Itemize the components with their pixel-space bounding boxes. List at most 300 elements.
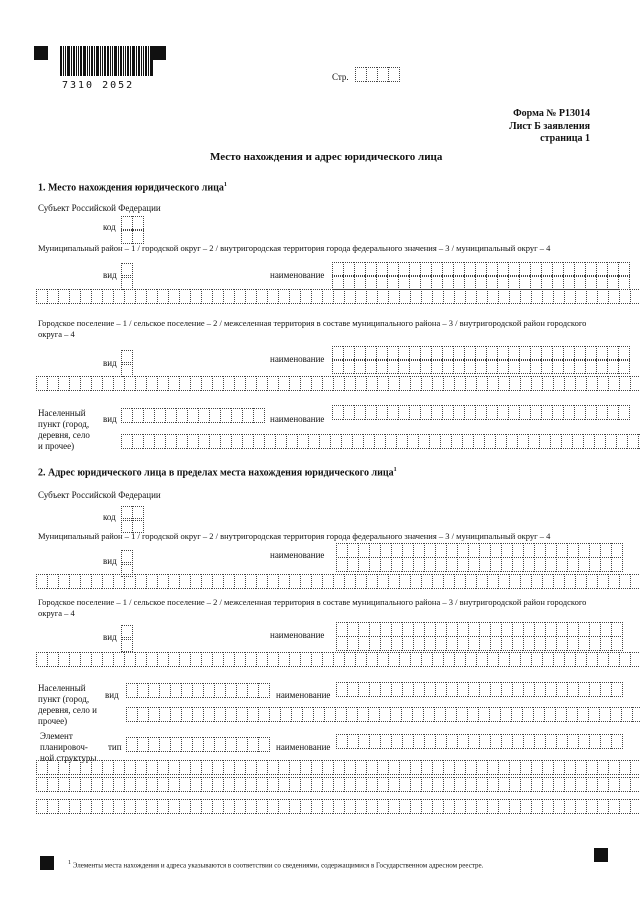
character-cell[interactable] — [69, 289, 80, 304]
character-cell[interactable] — [388, 376, 399, 391]
character-cell[interactable] — [388, 289, 399, 304]
character-cell[interactable] — [80, 289, 91, 304]
character-cell[interactable] — [402, 734, 413, 749]
character-cell[interactable] — [135, 652, 146, 667]
character-cell[interactable] — [387, 405, 398, 420]
character-cell[interactable] — [600, 557, 611, 572]
character-cell[interactable] — [236, 737, 247, 752]
character-cell[interactable] — [553, 799, 564, 814]
character-cell[interactable] — [523, 682, 534, 697]
character-cell[interactable] — [143, 434, 154, 449]
character-cell[interactable] — [630, 289, 640, 304]
character-cell[interactable] — [297, 434, 308, 449]
character-cell[interactable] — [512, 734, 523, 749]
character-cell[interactable] — [421, 760, 432, 775]
character-cell[interactable] — [391, 622, 402, 637]
character-cell[interactable] — [347, 734, 358, 749]
character-cell[interactable] — [91, 799, 102, 814]
character-cell[interactable] — [190, 289, 201, 304]
character-cell[interactable] — [534, 636, 545, 651]
character-cell[interactable] — [487, 376, 498, 391]
character-cell[interactable] — [289, 376, 300, 391]
character-cell[interactable] — [300, 376, 311, 391]
character-cell[interactable] — [443, 799, 454, 814]
character-cell[interactable] — [424, 734, 435, 749]
character-cell[interactable] — [390, 707, 401, 722]
character-cell[interactable] — [423, 707, 434, 722]
character-cell[interactable] — [556, 636, 567, 651]
character-cell[interactable] — [148, 737, 159, 752]
character-cell[interactable] — [143, 408, 154, 423]
character-cell[interactable] — [192, 707, 203, 722]
character-cell[interactable] — [484, 434, 495, 449]
character-cell[interactable] — [608, 376, 619, 391]
character-cell[interactable] — [203, 683, 214, 698]
character-cell[interactable] — [47, 376, 58, 391]
character-cell[interactable] — [566, 707, 577, 722]
character-cell[interactable] — [465, 289, 476, 304]
character-cell[interactable] — [181, 707, 192, 722]
character-cell[interactable] — [336, 622, 347, 637]
character-cell[interactable] — [247, 707, 258, 722]
character-cell[interactable] — [176, 434, 187, 449]
character-cell[interactable] — [446, 682, 457, 697]
character-cell[interactable] — [607, 359, 618, 374]
character-cell[interactable] — [322, 799, 333, 814]
character-cell[interactable] — [457, 636, 468, 651]
character-cell[interactable] — [311, 289, 322, 304]
character-cell[interactable] — [517, 434, 528, 449]
character-cell[interactable] — [190, 799, 201, 814]
character-cell[interactable] — [387, 359, 398, 374]
character-cell[interactable] — [605, 434, 616, 449]
character-cell[interactable] — [47, 289, 58, 304]
character-cell[interactable] — [190, 376, 201, 391]
character-cell[interactable] — [564, 799, 575, 814]
character-cell[interactable] — [478, 707, 489, 722]
character-cell[interactable] — [608, 799, 619, 814]
character-cell[interactable] — [380, 682, 391, 697]
character-cell[interactable] — [146, 799, 157, 814]
character-cell[interactable] — [578, 557, 589, 572]
character-cell[interactable] — [157, 760, 168, 775]
character-cell[interactable] — [121, 434, 132, 449]
character-cell[interactable] — [608, 760, 619, 775]
character-cell[interactable] — [421, 652, 432, 667]
character-cell[interactable] — [234, 574, 245, 589]
character-cell[interactable] — [234, 289, 245, 304]
character-cell[interactable] — [545, 543, 556, 558]
character-cell[interactable] — [512, 622, 523, 637]
character-cell[interactable] — [409, 405, 420, 420]
character-cell[interactable] — [278, 760, 289, 775]
character-cell[interactable] — [385, 434, 396, 449]
character-cell[interactable] — [421, 777, 432, 792]
character-cell[interactable] — [418, 434, 429, 449]
character-cell[interactable] — [479, 622, 490, 637]
character-cell[interactable] — [91, 574, 102, 589]
character-cell[interactable] — [148, 707, 159, 722]
character-cell[interactable] — [357, 707, 368, 722]
character-cell[interactable] — [336, 734, 347, 749]
character-cell[interactable] — [80, 760, 91, 775]
character-cell[interactable] — [159, 683, 170, 698]
character-cell[interactable] — [453, 405, 464, 420]
character-cell[interactable] — [586, 760, 597, 775]
section2-planning-name-field-2[interactable] — [36, 760, 640, 775]
character-cell[interactable] — [611, 734, 623, 749]
character-cell[interactable] — [278, 289, 289, 304]
character-cell[interactable] — [402, 543, 413, 558]
character-cell[interactable] — [479, 734, 490, 749]
character-cell[interactable] — [333, 376, 344, 391]
character-cell[interactable] — [486, 405, 497, 420]
character-cell[interactable] — [358, 543, 369, 558]
character-cell[interactable] — [520, 376, 531, 391]
character-cell[interactable] — [611, 636, 623, 651]
character-cell[interactable] — [454, 652, 465, 667]
character-cell[interactable] — [476, 652, 487, 667]
character-cell[interactable] — [553, 289, 564, 304]
character-cell[interactable] — [311, 799, 322, 814]
character-cell[interactable] — [501, 636, 512, 651]
section2-locality-name-field[interactable] — [336, 682, 623, 697]
character-cell[interactable] — [336, 543, 347, 558]
character-cell[interactable] — [247, 683, 258, 698]
character-cell[interactable] — [600, 682, 611, 697]
character-cell[interactable] — [212, 574, 223, 589]
character-cell[interactable] — [369, 682, 380, 697]
character-cell[interactable] — [424, 682, 435, 697]
character-cell[interactable] — [586, 574, 597, 589]
character-cell[interactable] — [203, 737, 214, 752]
character-cell[interactable] — [198, 408, 209, 423]
character-cell[interactable] — [586, 799, 597, 814]
character-cell[interactable] — [258, 707, 269, 722]
character-cell[interactable] — [578, 622, 589, 637]
character-cell[interactable] — [611, 682, 623, 697]
character-cell[interactable] — [388, 799, 399, 814]
character-cell[interactable] — [322, 376, 333, 391]
character-cell[interactable] — [291, 707, 302, 722]
character-cell[interactable] — [148, 683, 159, 698]
character-cell[interactable] — [289, 777, 300, 792]
character-cell[interactable] — [322, 652, 333, 667]
character-cell[interactable] — [534, 622, 545, 637]
character-cell[interactable] — [567, 622, 578, 637]
character-cell[interactable] — [333, 777, 344, 792]
character-cell[interactable] — [589, 682, 600, 697]
character-cell[interactable] — [69, 376, 80, 391]
character-cell[interactable] — [410, 376, 421, 391]
character-cell[interactable] — [556, 734, 567, 749]
character-cell[interactable] — [468, 636, 479, 651]
character-cell[interactable] — [192, 683, 203, 698]
character-cell[interactable] — [410, 574, 421, 589]
character-cell[interactable] — [607, 405, 618, 420]
character-cell[interactable] — [176, 408, 187, 423]
character-cell[interactable] — [91, 777, 102, 792]
character-cell[interactable] — [619, 289, 630, 304]
character-cell[interactable] — [454, 760, 465, 775]
character-cell[interactable] — [432, 376, 443, 391]
character-cell[interactable] — [355, 289, 366, 304]
character-cell[interactable] — [431, 275, 442, 290]
character-cell[interactable] — [586, 652, 597, 667]
character-cell[interactable] — [344, 760, 355, 775]
character-cell[interactable] — [413, 734, 424, 749]
character-cell[interactable] — [80, 652, 91, 667]
character-cell[interactable] — [388, 67, 400, 82]
character-cell[interactable] — [468, 543, 479, 558]
character-cell[interactable] — [453, 359, 464, 374]
character-cell[interactable] — [322, 289, 333, 304]
character-cell[interactable] — [498, 652, 509, 667]
character-cell[interactable] — [256, 777, 267, 792]
character-cell[interactable] — [498, 376, 509, 391]
character-cell[interactable] — [402, 636, 413, 651]
character-cell[interactable] — [456, 707, 467, 722]
character-cell[interactable] — [157, 574, 168, 589]
character-cell[interactable] — [533, 707, 544, 722]
character-cell[interactable] — [369, 734, 380, 749]
character-cell[interactable] — [344, 799, 355, 814]
character-cell[interactable] — [476, 289, 487, 304]
character-cell[interactable] — [578, 543, 589, 558]
character-cell[interactable] — [509, 574, 520, 589]
character-cell[interactable] — [124, 777, 135, 792]
character-cell[interactable] — [300, 289, 311, 304]
character-cell[interactable] — [556, 622, 567, 637]
character-cell[interactable] — [630, 574, 640, 589]
character-cell[interactable] — [322, 777, 333, 792]
character-cell[interactable] — [618, 275, 630, 290]
character-cell[interactable] — [300, 760, 311, 775]
character-cell[interactable] — [245, 799, 256, 814]
character-cell[interactable] — [498, 574, 509, 589]
character-cell[interactable] — [446, 557, 457, 572]
character-cell[interactable] — [523, 622, 534, 637]
character-cell[interactable] — [407, 434, 418, 449]
character-cell[interactable] — [530, 405, 541, 420]
character-cell[interactable] — [124, 760, 135, 775]
character-cell[interactable] — [500, 707, 511, 722]
character-cell[interactable] — [443, 574, 454, 589]
character-cell[interactable] — [234, 760, 245, 775]
character-cell[interactable] — [575, 760, 586, 775]
character-cell[interactable] — [47, 652, 58, 667]
character-cell[interactable] — [410, 799, 421, 814]
character-cell[interactable] — [366, 574, 377, 589]
character-cell[interactable] — [58, 760, 69, 775]
character-cell[interactable] — [369, 622, 380, 637]
character-cell[interactable] — [454, 289, 465, 304]
character-cell[interactable] — [146, 777, 157, 792]
character-cell[interactable] — [102, 799, 113, 814]
character-cell[interactable] — [280, 707, 291, 722]
character-cell[interactable] — [369, 557, 380, 572]
character-cell[interactable] — [445, 707, 456, 722]
character-cell[interactable] — [544, 707, 555, 722]
character-cell[interactable] — [479, 543, 490, 558]
section2-locality-name-field-2[interactable] — [126, 707, 640, 722]
character-cell[interactable] — [465, 376, 476, 391]
character-cell[interactable] — [443, 760, 454, 775]
character-cell[interactable] — [489, 707, 500, 722]
character-cell[interactable] — [187, 434, 198, 449]
character-cell[interactable] — [225, 707, 236, 722]
character-cell[interactable] — [256, 376, 267, 391]
character-cell[interactable] — [399, 760, 410, 775]
character-cell[interactable] — [366, 289, 377, 304]
character-cell[interactable] — [561, 434, 572, 449]
character-cell[interactable] — [203, 707, 214, 722]
character-cell[interactable] — [465, 760, 476, 775]
character-cell[interactable] — [443, 289, 454, 304]
character-cell[interactable] — [264, 434, 275, 449]
character-cell[interactable] — [476, 799, 487, 814]
character-cell[interactable] — [179, 777, 190, 792]
character-cell[interactable] — [58, 777, 69, 792]
character-cell[interactable] — [36, 574, 47, 589]
character-cell[interactable] — [332, 359, 343, 374]
character-cell[interactable] — [619, 760, 630, 775]
character-cell[interactable] — [586, 376, 597, 391]
character-cell[interactable] — [256, 799, 267, 814]
character-cell[interactable] — [223, 799, 234, 814]
character-cell[interactable] — [429, 434, 440, 449]
character-cell[interactable] — [225, 683, 236, 698]
character-cell[interactable] — [577, 707, 588, 722]
character-cell[interactable] — [490, 734, 501, 749]
character-cell[interactable] — [454, 799, 465, 814]
character-cell[interactable] — [421, 289, 432, 304]
character-cell[interactable] — [170, 683, 181, 698]
character-cell[interactable] — [278, 376, 289, 391]
character-cell[interactable] — [402, 682, 413, 697]
character-cell[interactable] — [473, 434, 484, 449]
character-cell[interactable] — [575, 574, 586, 589]
character-cell[interactable] — [236, 707, 247, 722]
character-cell[interactable] — [91, 289, 102, 304]
character-cell[interactable] — [126, 683, 137, 698]
character-cell[interactable] — [575, 777, 586, 792]
character-cell[interactable] — [531, 777, 542, 792]
character-cell[interactable] — [391, 543, 402, 558]
character-cell[interactable] — [563, 405, 574, 420]
character-cell[interactable] — [468, 622, 479, 637]
character-cell[interactable] — [376, 275, 387, 290]
character-cell[interactable] — [135, 760, 146, 775]
character-cell[interactable] — [168, 289, 179, 304]
character-cell[interactable] — [495, 434, 506, 449]
character-cell[interactable] — [181, 737, 192, 752]
character-cell[interactable] — [300, 574, 311, 589]
character-cell[interactable] — [545, 622, 556, 637]
character-cell[interactable] — [487, 777, 498, 792]
character-cell[interactable] — [347, 557, 358, 572]
character-cell[interactable] — [519, 405, 530, 420]
character-cell[interactable] — [476, 574, 487, 589]
character-cell[interactable] — [597, 574, 608, 589]
character-cell[interactable] — [253, 408, 265, 423]
character-cell[interactable] — [402, 557, 413, 572]
character-cell[interactable] — [501, 622, 512, 637]
character-cell[interactable] — [542, 289, 553, 304]
character-cell[interactable] — [490, 636, 501, 651]
character-cell[interactable] — [267, 376, 278, 391]
character-cell[interactable] — [487, 799, 498, 814]
character-cell[interactable] — [454, 777, 465, 792]
character-cell[interactable] — [157, 799, 168, 814]
character-cell[interactable] — [380, 622, 391, 637]
character-cell[interactable] — [600, 622, 611, 637]
character-cell[interactable] — [531, 652, 542, 667]
character-cell[interactable] — [556, 557, 567, 572]
character-cell[interactable] — [550, 434, 561, 449]
character-cell[interactable] — [121, 229, 132, 244]
character-cell[interactable] — [388, 574, 399, 589]
character-cell[interactable] — [599, 707, 610, 722]
character-cell[interactable] — [168, 574, 179, 589]
character-cell[interactable] — [113, 799, 124, 814]
character-cell[interactable] — [630, 376, 640, 391]
character-cell[interactable] — [512, 636, 523, 651]
character-cell[interactable] — [311, 760, 322, 775]
character-cell[interactable] — [201, 289, 212, 304]
character-cell[interactable] — [220, 408, 231, 423]
character-cell[interactable] — [168, 376, 179, 391]
character-cell[interactable] — [465, 777, 476, 792]
character-cell[interactable] — [336, 636, 347, 651]
page-number-field[interactable] — [355, 67, 400, 82]
character-cell[interactable] — [616, 434, 627, 449]
character-cell[interactable] — [409, 359, 420, 374]
character-cell[interactable] — [269, 707, 280, 722]
character-cell[interactable] — [47, 799, 58, 814]
character-cell[interactable] — [256, 760, 267, 775]
character-cell[interactable] — [157, 652, 168, 667]
character-cell[interactable] — [443, 777, 454, 792]
character-cell[interactable] — [124, 799, 135, 814]
character-cell[interactable] — [597, 376, 608, 391]
character-cell[interactable] — [575, 799, 586, 814]
character-cell[interactable] — [126, 737, 137, 752]
character-cell[interactable] — [545, 557, 556, 572]
character-cell[interactable] — [347, 682, 358, 697]
section1-region-code-field-2[interactable] — [121, 229, 144, 244]
character-cell[interactable] — [69, 652, 80, 667]
character-cell[interactable] — [589, 622, 600, 637]
character-cell[interactable] — [354, 359, 365, 374]
character-cell[interactable] — [431, 405, 442, 420]
character-cell[interactable] — [618, 405, 630, 420]
character-cell[interactable] — [446, 622, 457, 637]
character-cell[interactable] — [501, 734, 512, 749]
character-cell[interactable] — [564, 289, 575, 304]
character-cell[interactable] — [344, 652, 355, 667]
character-cell[interactable] — [124, 289, 135, 304]
character-cell[interactable] — [509, 652, 520, 667]
character-cell[interactable] — [475, 359, 486, 374]
character-cell[interactable] — [181, 683, 192, 698]
character-cell[interactable] — [509, 289, 520, 304]
character-cell[interactable] — [278, 652, 289, 667]
character-cell[interactable] — [47, 574, 58, 589]
character-cell[interactable] — [398, 275, 409, 290]
character-cell[interactable] — [355, 760, 366, 775]
character-cell[interactable] — [621, 707, 632, 722]
